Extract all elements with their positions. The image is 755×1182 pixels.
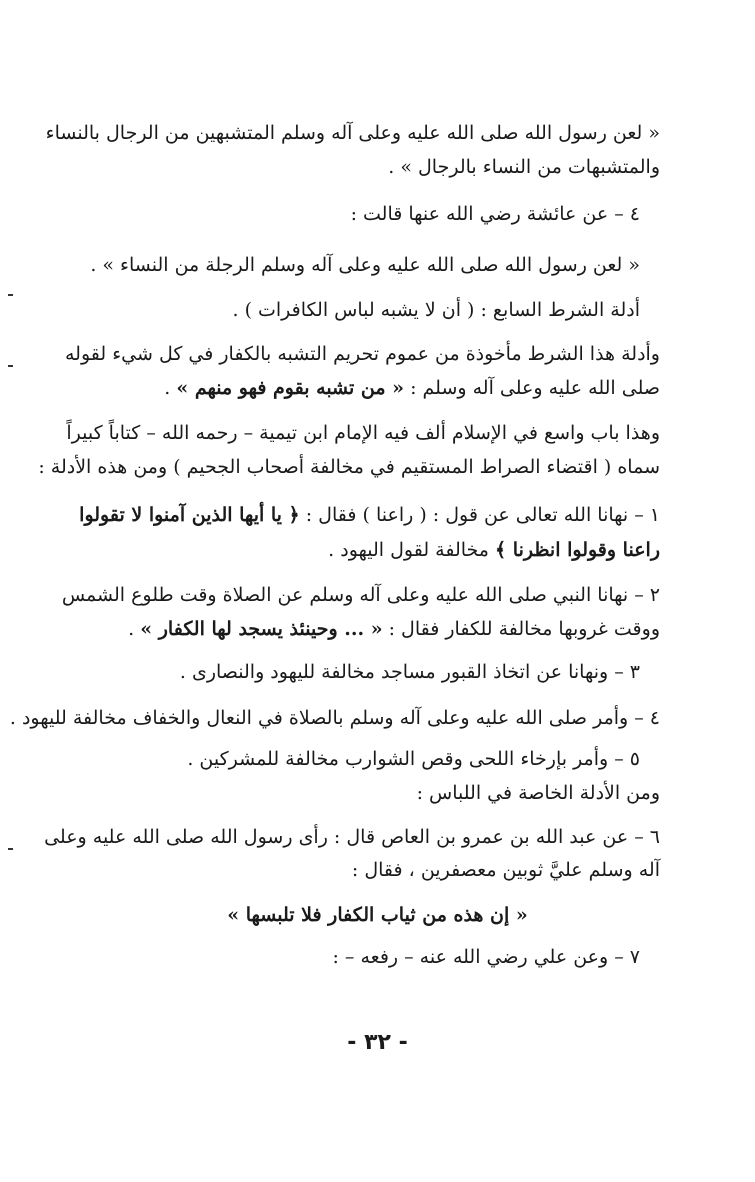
text-line <box>65 339 660 369</box>
text-segment: ووقت غروبها مخالفة للكفار فقال : <box>382 618 660 640</box>
text-line <box>0 900 755 930</box>
margin-mark <box>8 365 13 367</box>
text-line <box>351 199 640 229</box>
text-segment: ٧ – وعن علي رضي الله عنه – رفعه – : <box>332 946 640 968</box>
text-line <box>328 535 660 565</box>
text-segment: وهذا باب واسع في الإسلام ألف فيه الإمام ابن تيمية – رحمه الله – كتاباً كبيراً <box>66 422 660 444</box>
text-segment: ٣ – ونهانا عن اتخاذ القبور مساجد مخالفة لليهود والنصارى . <box>179 661 640 683</box>
text-line <box>79 500 660 530</box>
text-segment: ومن الأدلة الخاصة في اللباس : <box>416 782 660 804</box>
page-number: - ٣٢ - <box>347 1030 408 1055</box>
margin-mark <box>8 848 13 850</box>
text-segment: ٦ – عن عبد الله بن عمرو بن العاص قال : رأى رسول الله صلى الله عليه وعلى <box>44 826 660 848</box>
text-line <box>128 614 660 644</box>
text-line <box>180 657 640 687</box>
text-segment: صلى الله عليه وعلى آله وسلم : <box>404 377 660 399</box>
text-line <box>44 822 660 852</box>
text-segment: . <box>128 618 141 640</box>
text-segment: ٤ – عن عائشة رضي الله عنها قالت : <box>350 203 640 225</box>
text-line <box>332 942 640 972</box>
text-segment: « لعن رسول الله صلى الله عليه وعلى آله وسلم المتشبهين من الرجال بالنساء <box>45 122 660 144</box>
text-line <box>38 452 660 482</box>
text-line <box>232 295 640 325</box>
text-segment: ٢ – نهانا النبي صلى الله عليه وعلى آله وسلم عن الصلاة وقت طلوع الشمس <box>61 584 660 606</box>
text-line <box>352 855 660 885</box>
text-segment: « لعن رسول الله صلى الله عليه وعلى آله وسلم الرجلة من النساء » . <box>90 254 640 276</box>
text-segment: وأدلة هذا الشرط مأخوذة من عموم تحريم التشبه بالكفار في كل شيء لقوله <box>64 343 660 365</box>
text-line <box>62 580 660 610</box>
text-line <box>417 778 660 808</box>
text-segment: أدلة الشرط السابع : ( أن لا يشبه لباس الكافرات ) . <box>232 299 640 321</box>
text-segment: ٤ – وأمر صلى الله عليه وعلى آله وسلم بالصلاة في النعال والخفاف مخالفة لليهود . <box>9 707 660 729</box>
text-segment: والمتشبهات من النساء بالرجال » . <box>388 156 660 178</box>
text-line <box>46 118 660 148</box>
emphasized-text: « إن هذه من ثياب الكفار فلا تلبسها » <box>227 904 528 926</box>
emphasized-text: ﴿ يا أيها الذين آمنوا لا تقولوا <box>79 504 300 526</box>
text-line <box>164 373 660 403</box>
text-line <box>187 744 640 774</box>
text-segment: سماه ( اقتضاء الصراط المستقيم في مخالفة أصحاب الجحيم ) ومن هذه الأدلة : <box>38 456 660 478</box>
text-segment: آله وسلم عليَّ ثوبين معصفرين ، فقال : <box>351 859 660 881</box>
text-line <box>388 152 660 182</box>
text-segment: مخالفة لقول اليهود . <box>328 539 496 561</box>
margin-mark <box>8 294 13 296</box>
text-segment: ١ – نهانا الله تعالى عن قول : ( راعنا ) فقال : <box>299 504 660 526</box>
text-line <box>90 250 640 280</box>
text-segment: ٥ – وأمر بإرخاء اللحى وقص الشوارب مخالفة للمشركين . <box>187 748 640 770</box>
emphasized-text: راعنا وقولوا انظرنا ﴾ <box>495 539 660 561</box>
text-segment: . <box>164 377 177 399</box>
emphasized-text: « ... وحينئذ يسجد لها الكفار » <box>140 618 383 640</box>
emphasized-text: « من تشبه بقوم فهو منهم » <box>176 377 405 399</box>
text-line <box>10 703 660 733</box>
text-line <box>66 418 660 448</box>
